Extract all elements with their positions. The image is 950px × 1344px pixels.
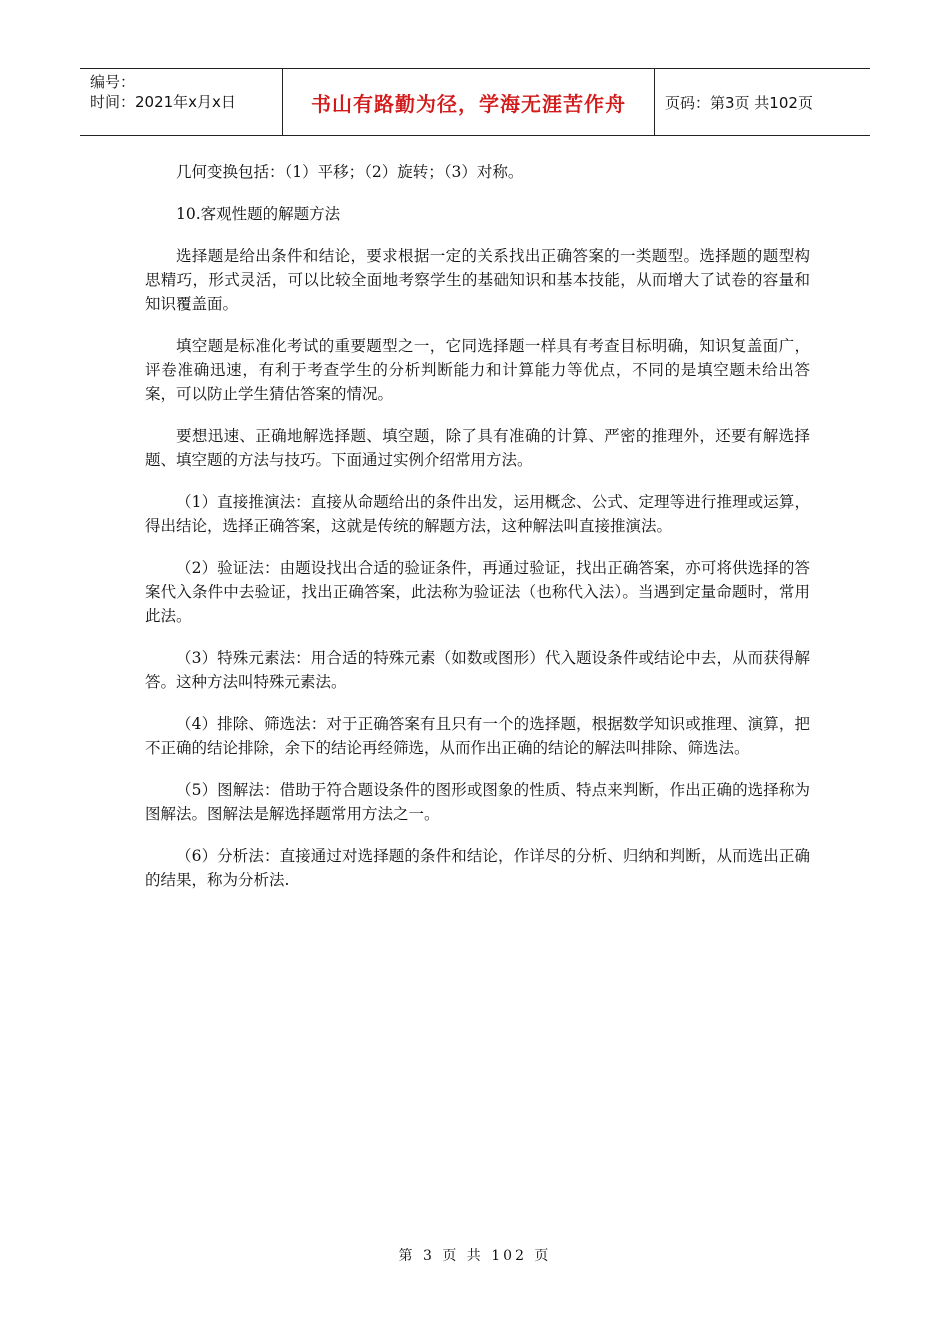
section-heading: 10.客观性题的解题方法 — [176, 205, 341, 223]
paragraph-geometric-transform: 几何变换包括：（1）平移；（2）旋转；（3）对称。 — [176, 163, 524, 181]
paragraph-method-5: （5）图解法：借助于符合题设条件的图形或图象的性质、特点来判断，作出正确的选择称为图解法。图解法是解选择题常用方法之一。 — [145, 781, 810, 823]
paragraph-method-4: （4）排除、筛选法：对于正确答案有且只有一个的选择题，根据数学知识或推理、演算，把不正确的结论排除，余下的结论再经筛选，从而作出正确的结论的解法叫排除、筛选法。 — [145, 715, 810, 757]
document-body — [145, 150, 810, 910]
header-info-cell — [80, 69, 283, 135]
document-date-label: 时间：2021年x月x日 — [90, 93, 236, 111]
paragraph-method-6: （6）分析法：直接通过对选择题的条件和结论，作详尽的分析、归纳和判断，从而选出正确的结果，称为分析法. — [145, 847, 810, 889]
paragraph-fill-in-blank: 填空题是标准化考试的重要题型之一，它同选择题一样具有考查目标明确，知识复盖面广，评卷准确迅速，有利于考查学生的分析判断能力和计算能力等优点，不同的是填空题未给出答案，可以防止学生猜估答案的情况。 — [145, 337, 810, 403]
document-number-label: 编号： — [90, 73, 136, 91]
page-header — [80, 68, 870, 136]
paragraph-multiple-choice: 选择题是给出条件和结论，要求根据一定的关系找出正确答案的一类题型。选择题的题型构思精巧，形式灵活，可以比较全面地考察学生的基础知识和基本技能，从而增大了试卷的容量和知识覆盖面。 — [145, 247, 810, 313]
paragraph-method-3: （3）特殊元素法：用合适的特殊元素（如数或图形）代入题设条件或结论中去，从而获得解答。这种方法叫特殊元素法。 — [145, 649, 810, 691]
paragraph-method-2: （2）验证法：由题设找出合适的验证条件，再通过验证，找出正确答案，亦可将供选择的答案代入条件中去验证，找出正确答案，此法称为验证法（也称代入法）。当遇到定量命题时，常用此法。 — [145, 559, 810, 625]
paragraph-methods-intro: 要想迅速、正确地解选择题、填空题，除了具有准确的计算、严密的推理外，还要有解选择题、填空题的方法与技巧。下面通过实例介绍常用方法。 — [145, 427, 810, 469]
paragraph-method-1: （1）直接推演法：直接从命题给出的条件出发，运用概念、公式、定理等进行推理或运算，得出结论，选择正确答案，这就是传统的解题方法，这种解法叫直接推演法。 — [145, 493, 810, 535]
header-page-label: 页码：第3页 共102页 — [665, 93, 813, 112]
page-footer: 第 3 页 共 102 页 — [398, 1248, 552, 1264]
header-motto: 书山有路勤为径，学海无涯苦作舟 — [283, 69, 655, 135]
